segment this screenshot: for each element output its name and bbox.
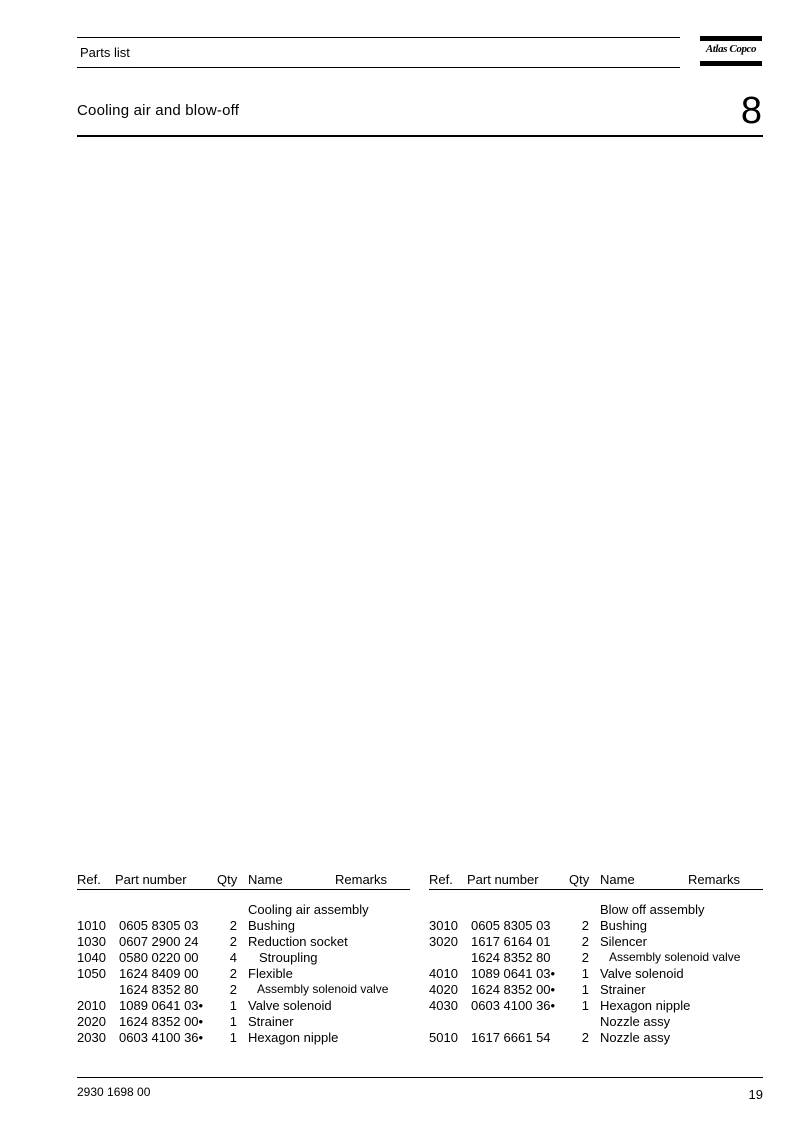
cell-qty: 1 <box>581 966 589 981</box>
cell-part-number: 1089 0641 03• <box>119 998 204 1013</box>
table-row <box>429 1014 763 1030</box>
table-row <box>429 982 763 998</box>
cell-part-number: 0607 2900 24 <box>119 934 199 949</box>
cell-name: Assembly solenoid valve <box>257 982 389 996</box>
footer-rule <box>77 1077 763 1078</box>
cell-name: Bushing <box>600 918 647 933</box>
table-row <box>77 902 410 918</box>
table-row <box>429 902 763 918</box>
section-number: 8 <box>740 90 762 132</box>
table-row <box>77 934 410 950</box>
cell-ref: 2020 <box>77 1014 106 1029</box>
col-name: Name <box>600 872 635 887</box>
cell-name: Silencer <box>600 934 647 949</box>
cell-ref: 2010 <box>77 998 106 1013</box>
header-top-rule <box>77 37 680 38</box>
cell-ref: 2030 <box>77 1030 106 1045</box>
cell-qty: 2 <box>581 934 589 949</box>
cell-qty: 2 <box>229 918 237 933</box>
col-remarks: Remarks <box>335 872 388 887</box>
col-qty: Qty <box>217 872 238 887</box>
cell-part-number: 1624 8352 80 <box>471 950 551 965</box>
cell-part-number: 0580 0220 00 <box>119 950 199 965</box>
cell-part-number: 1617 6661 54 <box>471 1030 551 1045</box>
cell-part-number: 0603 4100 36• <box>471 998 556 1013</box>
col-ref: Ref. <box>429 872 453 887</box>
table-row <box>429 1030 763 1046</box>
col-qty: Qty <box>569 872 590 887</box>
table-row <box>429 934 763 950</box>
col-name: Name <box>248 872 283 887</box>
section-title: Cooling air and blow-off <box>77 102 240 119</box>
table-row <box>429 966 763 982</box>
cell-qty: 1 <box>581 998 589 1013</box>
cell-name: Nozzle assy <box>600 1030 671 1045</box>
cell-name: Reduction socket <box>248 934 348 949</box>
parts-table-left <box>77 872 410 1046</box>
cell-ref: 4010 <box>429 966 458 981</box>
cell-qty: 2 <box>229 982 237 997</box>
cell-qty: 2 <box>581 1030 589 1045</box>
cell-ref: 3020 <box>429 934 458 949</box>
col-part-number: Part number <box>467 872 539 887</box>
cell-name: Assembly solenoid valve <box>609 950 741 964</box>
cell-name: Hexagon nipple <box>248 1030 339 1045</box>
document-number: 2930 1698 00 <box>77 1085 151 1099</box>
cell-qty: 2 <box>581 950 589 965</box>
cell-part-number: 1624 8352 00• <box>119 1014 204 1029</box>
cell-name: Blow off assembly <box>600 902 705 917</box>
cell-part-number: 1089 0641 03• <box>471 966 556 981</box>
table-row <box>77 1030 410 1046</box>
table-row <box>77 918 410 934</box>
atlas-copco-logo: Atlas Copco <box>700 36 762 66</box>
cell-name: Bushing <box>248 918 295 933</box>
cell-part-number: 0603 4100 36• <box>119 1030 204 1045</box>
cell-name: Nozzle assy <box>600 1014 671 1029</box>
cell-ref: 1030 <box>77 934 106 949</box>
page-number: 19 <box>748 1087 763 1102</box>
cell-name: Strainer <box>248 1014 294 1029</box>
table-row <box>429 918 763 934</box>
cell-ref: 3010 <box>429 918 458 933</box>
cell-ref: 4030 <box>429 998 458 1013</box>
cell-part-number: 0605 8305 03 <box>471 918 551 933</box>
cell-qty: 1 <box>229 1030 237 1045</box>
cell-part-number: 1624 8352 00• <box>471 982 556 997</box>
table-header <box>77 872 410 890</box>
cell-qty: 2 <box>229 934 237 949</box>
cell-part-number: 1624 8409 00 <box>119 966 199 981</box>
table-header <box>429 872 763 890</box>
cell-name: Valve solenoid <box>248 998 332 1013</box>
cell-ref: 1050 <box>77 966 106 981</box>
col-ref: Ref. <box>77 872 101 887</box>
table-row <box>77 966 410 982</box>
cell-name: Flexible <box>248 966 293 981</box>
table-row <box>77 950 410 966</box>
cell-part-number: 0605 8305 03 <box>119 918 199 933</box>
cell-qty: 1 <box>229 998 237 1013</box>
col-remarks: Remarks <box>688 872 741 887</box>
cell-qty: 2 <box>581 918 589 933</box>
col-part-number: Part number <box>115 872 187 887</box>
cell-ref: 1040 <box>77 950 106 965</box>
cell-part-number: 1624 8352 80 <box>119 982 199 997</box>
cell-qty: 2 <box>229 966 237 981</box>
table-row <box>429 950 763 966</box>
header-bottom-rule <box>77 67 680 68</box>
table-row <box>77 1014 410 1030</box>
header-label: Parts list <box>80 45 130 60</box>
cell-qty: 1 <box>229 1014 237 1029</box>
cell-name: Cooling air assembly <box>248 902 369 917</box>
cell-part-number: 1617 6164 01 <box>471 934 551 949</box>
table-row <box>77 998 410 1014</box>
table-row <box>429 998 763 1014</box>
cell-qty: 1 <box>581 982 589 997</box>
cell-name: Stroupling <box>259 950 318 965</box>
cell-ref: 1010 <box>77 918 106 933</box>
cell-qty: 4 <box>229 950 237 965</box>
cell-ref: 4020 <box>429 982 458 997</box>
cell-name: Strainer <box>600 982 646 997</box>
cell-ref: 5010 <box>429 1030 458 1045</box>
cell-name: Valve solenoid <box>600 966 684 981</box>
parts-table-right <box>429 872 763 1046</box>
cell-name: Hexagon nipple <box>600 998 691 1013</box>
illustration-area <box>77 140 763 860</box>
table-row <box>77 982 410 998</box>
section-rule <box>77 135 763 137</box>
